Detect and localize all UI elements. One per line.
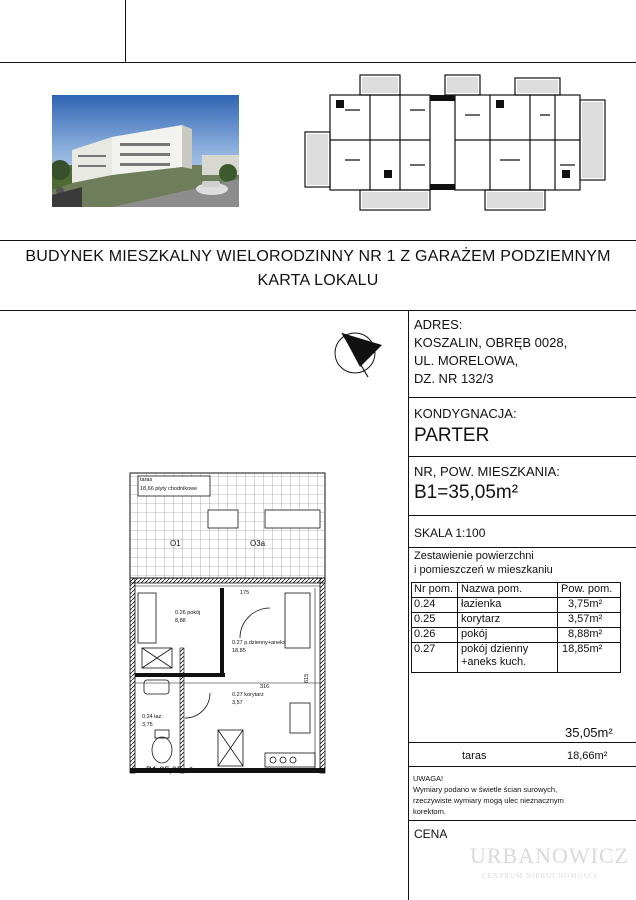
plan-room-027-area: 18,85 (232, 648, 246, 654)
total-divider (408, 742, 636, 743)
apartment-floor-plan (120, 468, 335, 780)
unit-value: B1=35,05m² (414, 482, 519, 503)
notes-line-1: Wymiary podano w świetle ścian surowych, (413, 785, 558, 794)
title-bottom-line (0, 310, 636, 311)
address-line-1: KOSZALIN, OBRĘB 0028, (414, 335, 568, 350)
floor-value: PARTER (414, 425, 490, 446)
plan-room-026: 0.26 pokój (175, 610, 201, 616)
unit-label: NR, POW. MIESZKANIA: (414, 464, 560, 479)
table-line (411, 597, 621, 598)
building-floor-plan (300, 70, 615, 220)
plan-room-025-area: 3,57 (232, 700, 243, 706)
row-area: 3,75m² (568, 598, 603, 610)
table-line (411, 582, 412, 673)
address-line-2: UL. MORELOWA, (414, 353, 519, 368)
table-line (620, 582, 621, 673)
plan-dim-316: 316 (260, 684, 270, 690)
table-line (411, 582, 621, 583)
terrace-divider (408, 766, 636, 767)
top-divider-vertical (125, 0, 126, 62)
row-name: łazienka (461, 598, 502, 610)
plan-room-024: 0.24 łaz. (142, 714, 163, 720)
table-line (411, 672, 621, 673)
price-label: CENA (414, 827, 448, 841)
address-line-3: DZ. NR 132/3 (414, 371, 494, 386)
plan-terrace-value: 18,66 płyty chodnikowe (140, 486, 198, 492)
row-nr: 0.27 (414, 643, 436, 655)
notes-divider (408, 820, 636, 821)
floor-label: KONDYGNACJA: (414, 406, 517, 421)
row-area: 3,57m² (568, 613, 603, 625)
header-nr: Nr pom. (414, 583, 454, 595)
watermark-subtitle: CENTRUM NIERUCHOMOŚCI (482, 872, 598, 880)
plan-window-o1: O1 (170, 539, 181, 548)
table-line (411, 612, 621, 613)
table-line (411, 642, 621, 643)
table-row (411, 598, 621, 612)
title-top-line (0, 240, 636, 241)
row-nr: 0.26 (414, 628, 436, 640)
row-area: 8,88m² (568, 628, 603, 640)
info-column-divider (408, 310, 409, 900)
address-divider (408, 397, 636, 398)
plan-room-026-area: 8,88 (175, 618, 186, 624)
row-name-2: +aneks kuch. (461, 656, 527, 668)
row-name: korytarz (461, 613, 501, 625)
terrace-label: taras (462, 750, 487, 762)
top-divider-horizontal (0, 62, 636, 63)
plan-room-027: 0.27 p.dzienny+aneks (232, 640, 286, 646)
table-line (457, 582, 458, 673)
building-illustration (52, 95, 239, 207)
rooms-table (411, 582, 621, 682)
plan-dim-615: 615 (304, 673, 310, 683)
table-line (411, 627, 621, 628)
table-row (411, 613, 621, 627)
floor-divider (408, 456, 636, 457)
watermark-logo-text: URBANOWICZ (470, 843, 630, 868)
table-line (557, 582, 558, 673)
table-caption-1: Zestawienie powierzchni (414, 550, 534, 562)
plan-room-024-area: 3,75 (142, 722, 153, 728)
title-line-1: BUDYNEK MIESZKALNY WIELORODZINNY NR 1 Z GARAŻEM PODZIEMNYM (25, 248, 611, 265)
scale-divider (408, 547, 636, 548)
notes-line-3: korektom. (413, 807, 446, 816)
terrace-area: 18,66m² (567, 750, 608, 762)
building-photo (52, 95, 239, 207)
row-nr: 0.24 (414, 598, 436, 610)
row-nr: 0.25 (414, 613, 436, 625)
header-name: Nazwa pom. (461, 583, 523, 595)
row-name: pokój dzienny (461, 643, 529, 655)
plan-room-025: 0.27 korytarz (232, 692, 264, 698)
scale-label: SKALA 1:100 (414, 526, 486, 540)
north-arrow-icon (330, 325, 385, 380)
table-header-row (411, 583, 621, 597)
title-line-2: KARTA LOKALU (257, 272, 379, 289)
table-row (411, 643, 621, 671)
apartment-label: B1 35,05m² (146, 765, 193, 775)
plan-terrace-label: taras (140, 477, 153, 483)
header-area: Pow. pom. (561, 583, 613, 595)
total-area: 35,05m² (565, 725, 613, 740)
plan-dim-175: 175 (240, 590, 250, 596)
notes-label: UWAGA! (413, 774, 444, 783)
unit-divider (408, 515, 636, 516)
table-caption-2: i pomieszczeń w mieszkaniu (414, 564, 553, 576)
notes-line-2: rzeczywiste wymiary mogą ulec nieznacznym (413, 796, 564, 805)
row-name: pokój (461, 628, 488, 640)
plan-window-o3a: O3a (250, 539, 266, 548)
row-area: 18,85m² (562, 643, 603, 655)
table-row (411, 628, 621, 642)
address-label: ADRES: (414, 317, 463, 332)
